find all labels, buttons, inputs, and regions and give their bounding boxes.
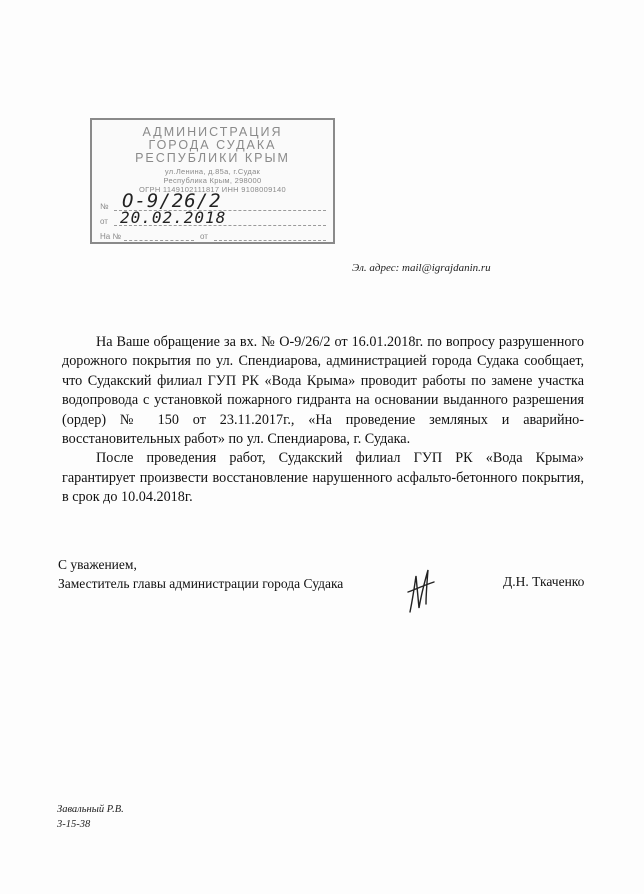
stamp-ref-date-rule [214, 240, 326, 241]
signer-position: Заместитель главы администрации города Судака [58, 576, 344, 591]
stamp-ref-date-label: от [200, 232, 208, 241]
stamp-address-line-2: Республика Крым, 298000 [163, 176, 262, 185]
stamp-org-line-3: РЕСПУБЛИКИ КРЫМ [135, 151, 290, 165]
stamp-ogrn: ОГРН 1149102111817 ИНН 9108009140 [139, 185, 286, 194]
body-paragraph-2: После проведения работ, Судакский филиал ГУП РК «Вода Крыма» гарантирует произвести восстановление нарушенного асфальто-бетонного покрытия, в срок до 10.04.2018г. [62, 450, 584, 506]
registration-stamp [90, 118, 335, 244]
body-paragraph-1: На Ваше обращение за вх. № О-9/26/2 от 16.01.2018г. по вопросу разрушенного дорожного покрытия по ул. Спендиарова, администрацией города Судака сообщает, что Судакский филиал ГУП РК «Вода Крыма» проводит работы по замене участка водопровода с установкой пожарного гидранта на основании выданного разрешения (ордер) № 150 от 23.11.2017г., «На проведение земляных и аварийно-восстановительных работ» по ул. Спендиарова, г. Судака. [62, 334, 584, 448]
executor-phone: 3-15-38 [57, 819, 91, 830]
handwritten-signature [400, 562, 440, 618]
stamp-org-line-2: ГОРОДА СУДАКА [148, 138, 277, 152]
executor-info [57, 802, 124, 832]
executor-name: Завальный Р.В. [57, 804, 124, 815]
closing-greeting: С уважением, [58, 557, 137, 572]
stamp-ref-label: На № [100, 232, 122, 241]
closing-block [58, 555, 343, 593]
stamp-date-handwritten: 20.02.2018 [120, 208, 227, 227]
stamp-date-label: от [100, 217, 108, 226]
email-address: Эл. адрес: mail@igrajdanin.ru [352, 262, 491, 274]
stamp-number-label: № [100, 202, 109, 211]
signer-name: Д.Н. Ткаченко [503, 574, 585, 589]
stamp-ref-rule [124, 240, 194, 241]
letter-body [62, 333, 584, 508]
stamp-number-handwritten: О-9/26/2 [122, 190, 222, 212]
stamp-org-line-1: АДМИНИСТРАЦИЯ [142, 125, 283, 139]
stamp-address-line-1: ул.Ленина, д.85а, г.Судак [164, 167, 261, 176]
